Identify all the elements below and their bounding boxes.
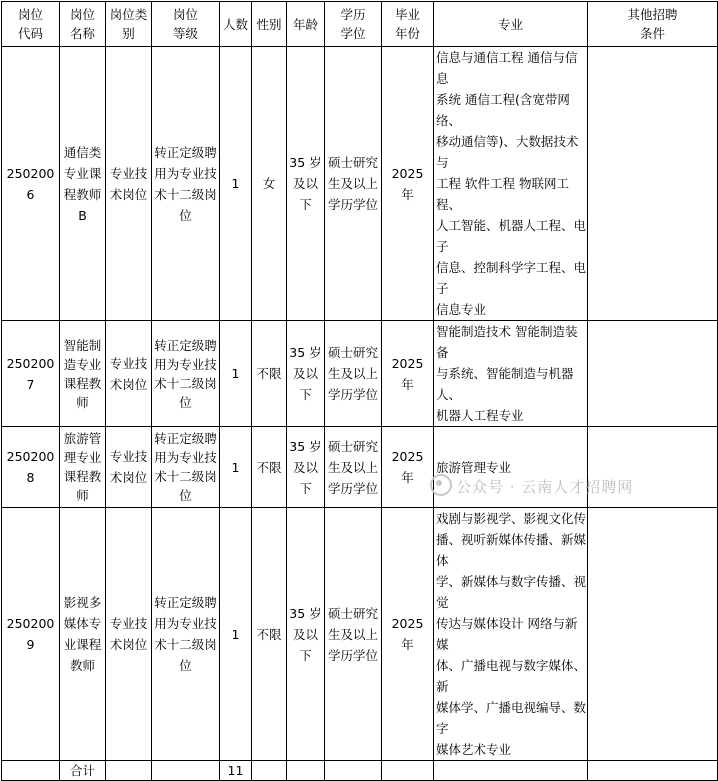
cell-total-blank [434,761,588,781]
total-label: 合计 [60,761,106,781]
cell-gender: 女 [252,47,287,321]
cell-name: 智能制 造专业 课程教 师 [60,321,106,427]
header-category: 岗位类 别 [106,2,152,47]
cell-other [588,321,718,427]
recruitment-table [1,1,718,781]
cell-major: 戏剧与影视学、影视文化传 播、视听新媒体传播、新媒体 学、新媒体与数字传播、视觉 传达与媒体设计 网络与新媒 体、广播电视与数字媒体、新 媒体学、广播电视编导、数字 媒体艺术专业 [434,508,588,761]
header-gender: 性别 [252,2,287,47]
cell-count: 1 [220,47,252,321]
cell-category: 专业技 术岗位 [106,427,152,508]
cell-category: 专业技 术岗位 [106,508,152,761]
cell-count: 1 [220,427,252,508]
cell-code: 2502009 [2,508,60,761]
header-count: 人数 [220,2,252,47]
watermark [430,474,710,500]
cell-other [588,47,718,321]
cell-education: 硕士研究 生及以上 学历学位 [325,321,382,427]
cell-total-blank [252,761,287,781]
cell-total-blank [152,761,220,781]
table-row [2,508,718,761]
table-row [2,321,718,427]
cell-total-blank [2,761,60,781]
cell-name: 旅游管 理专业 课程教 师 [60,427,106,508]
total-row [2,761,718,781]
cell-education: 硕士研究 生及以上 学历学位 [325,427,382,508]
cell-category: 专业技 术岗位 [106,47,152,321]
cell-other [588,508,718,761]
cell-code: 2502008 [2,427,60,508]
cell-gender: 不限 [252,427,287,508]
cell-education: 硕士研究 生及以上 学历学位 [325,47,382,321]
cell-total-blank [106,761,152,781]
cell-count: 1 [220,508,252,761]
cell-age: 35 岁 及以下 [287,47,325,321]
header-major: 专业 [434,2,588,47]
header-name: 岗位 名称 [60,2,106,47]
cell-grade: 转正定级聘 用为专业技 术十二级岗 位 [152,508,220,761]
table-row [2,47,718,321]
cell-total-blank [588,761,718,781]
wechat-icon [430,474,452,496]
cell-age: 35 岁 及以下 [287,508,325,761]
cell-grade: 转正定级聘 用为专业技 术十二级岗 位 [152,47,220,321]
cell-grad-year: 2025 年 [382,321,434,427]
header-row [2,2,718,47]
cell-code: 2502006 [2,47,60,321]
total-count: 11 [220,761,252,781]
cell-grade: 转正定级聘 用为专业技 术十二级岗 位 [152,321,220,427]
cell-grad-year: 2025 年 [382,427,434,508]
header-age: 年龄 [287,2,325,47]
cell-education: 硕士研究 生及以上 学历学位 [325,508,382,761]
cell-grade: 转正定级聘 用为专业技 术十二级岗 位 [152,427,220,508]
cell-gender: 不限 [252,321,287,427]
cell-total-blank [325,761,382,781]
cell-grad-year: 2025 年 [382,47,434,321]
cell-major: 旅游管理专业 [434,427,588,508]
cell-age: 35 岁 及以下 [287,427,325,508]
header-grad-year: 毕业 年份 [382,2,434,47]
cell-major: 信息与通信工程 通信与信息 系统 通信工程(含宽带网络、 移动通信等)、大数据技术与 工程 软件工程 物联网工程、 人工智能、机器人工程、电子 信息、控制科学字工程、电子 信息专业 [434,47,588,321]
header-education: 学历 学位 [325,2,382,47]
cell-name: 通信类 专业课 程教师 B [60,47,106,321]
cell-code: 2502007 [2,321,60,427]
cell-age: 35 岁 及以下 [287,321,325,427]
header-grade: 岗位 等级 [152,2,220,47]
watermark-text: 公众号 · 云南人才招聘网 [456,478,634,496]
cell-total-blank [287,761,325,781]
cell-count: 1 [220,321,252,427]
cell-total-blank [382,761,434,781]
cell-gender: 不限 [252,508,287,761]
header-other: 其他招聘 条件 [588,2,718,47]
cell-major: 智能制造技术 智能制造装备 与系统、智能制造与机器人、 机器人工程专业 [434,321,588,427]
cell-category: 专业技 术岗位 [106,321,152,427]
cell-grad-year: 2025 年 [382,508,434,761]
cell-name: 影视多 媒体专 业课程 教师 [60,508,106,761]
header-code: 岗位 代码 [2,2,60,47]
